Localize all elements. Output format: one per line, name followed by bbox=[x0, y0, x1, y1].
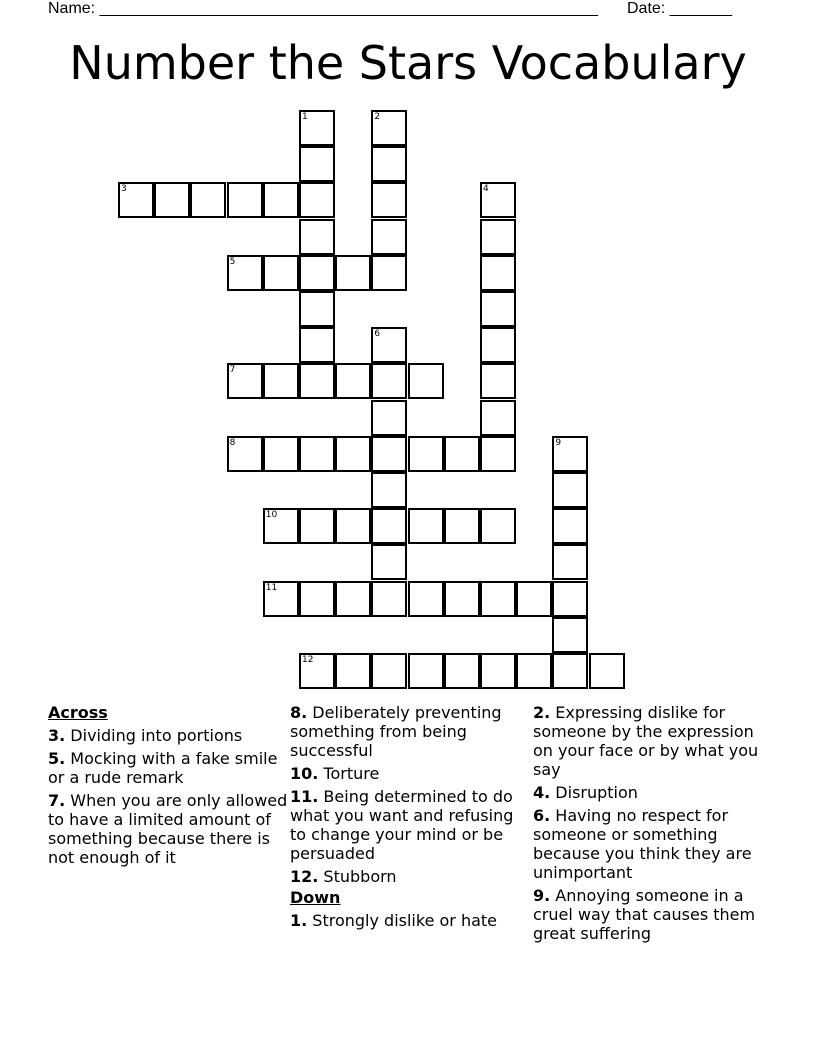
cell-number: 5 bbox=[229, 256, 236, 267]
grid-cell[interactable] bbox=[299, 581, 335, 617]
clue-number: 1. bbox=[290, 911, 308, 930]
cell-number: 11 bbox=[265, 582, 278, 593]
grid-cell[interactable] bbox=[408, 508, 444, 544]
grid-cell[interactable] bbox=[371, 363, 407, 399]
cell-number: 6 bbox=[374, 329, 381, 340]
grid-cell[interactable] bbox=[480, 436, 516, 472]
grid-cell[interactable] bbox=[263, 182, 299, 218]
clue-text: Dividing into portions bbox=[65, 726, 243, 745]
clue-text: Having no respect for someone or something because you think they are unimportant bbox=[533, 806, 752, 882]
cell-number: 1 bbox=[302, 112, 308, 122]
clue-number: 7. bbox=[48, 791, 66, 810]
clue-text: Deliberately preventing something from being successful bbox=[290, 703, 502, 760]
grid-cell[interactable] bbox=[408, 653, 444, 689]
clue-item bbox=[290, 911, 530, 930]
grid-cell[interactable] bbox=[227, 363, 263, 399]
clue-number: 5. bbox=[48, 749, 66, 768]
grid-cell[interactable] bbox=[371, 472, 407, 508]
grid-cell[interactable] bbox=[552, 544, 588, 580]
grid-cell[interactable] bbox=[444, 508, 480, 544]
cell-number: 4 bbox=[483, 184, 489, 195]
grid-cell[interactable] bbox=[263, 508, 299, 544]
grid-cell[interactable] bbox=[516, 653, 552, 689]
grid-cell[interactable] bbox=[263, 436, 299, 472]
clue-number: 3. bbox=[48, 726, 66, 745]
clue-text: When you are only allowed to have a limited amount of something because there is not enough of it bbox=[48, 791, 288, 867]
cell-number: 10 bbox=[265, 510, 278, 521]
clue-text: Stubborn bbox=[318, 867, 397, 886]
clue-item bbox=[290, 867, 530, 886]
grid-cell[interactable] bbox=[480, 182, 516, 218]
grid-cell[interactable] bbox=[335, 436, 371, 472]
grid-cell[interactable] bbox=[299, 219, 335, 255]
grid-cell[interactable] bbox=[408, 363, 444, 399]
grid-cell[interactable] bbox=[118, 182, 154, 218]
clue-number: 11. bbox=[290, 787, 319, 806]
grid-cell[interactable] bbox=[371, 400, 407, 436]
grid-cell[interactable] bbox=[299, 182, 335, 218]
grid-cell[interactable] bbox=[480, 508, 516, 544]
grid-cell[interactable] bbox=[408, 581, 444, 617]
cell-number: 2 bbox=[374, 112, 381, 122]
grid-cell[interactable] bbox=[480, 653, 516, 689]
section-heading: Across bbox=[48, 703, 108, 722]
clue-item bbox=[48, 726, 288, 745]
grid-cell[interactable] bbox=[480, 327, 516, 363]
grid-cell[interactable] bbox=[516, 581, 552, 617]
grid-cell[interactable] bbox=[480, 581, 516, 617]
grid-cell[interactable] bbox=[371, 255, 407, 291]
grid-cell[interactable] bbox=[299, 110, 335, 146]
grid-cell[interactable] bbox=[371, 182, 407, 218]
date-label: Date: _______ bbox=[627, 0, 732, 17]
grid-cell[interactable] bbox=[480, 219, 516, 255]
grid-cell[interactable] bbox=[552, 581, 588, 617]
grid-cell[interactable] bbox=[371, 508, 407, 544]
clue-text: Disruption bbox=[550, 783, 638, 802]
grid-cell[interactable] bbox=[299, 327, 335, 363]
grid-cell[interactable] bbox=[227, 255, 263, 291]
clue-column-1 bbox=[48, 703, 288, 867]
clue-text: Mocking with a fake smile or a rude remark bbox=[48, 749, 278, 787]
grid-cell[interactable] bbox=[444, 653, 480, 689]
grid-cell[interactable] bbox=[371, 544, 407, 580]
grid-cell[interactable] bbox=[335, 653, 371, 689]
grid-cell[interactable] bbox=[480, 400, 516, 436]
cell-number: 7 bbox=[229, 365, 236, 376]
grid-cell[interactable] bbox=[371, 110, 407, 146]
clue-number: 8. bbox=[290, 703, 308, 722]
grid-cell[interactable] bbox=[371, 581, 407, 617]
grid-cell[interactable] bbox=[299, 255, 335, 291]
grid-cell[interactable] bbox=[552, 653, 588, 689]
section-heading: Down bbox=[290, 888, 341, 907]
grid-cell[interactable] bbox=[299, 653, 335, 689]
clue-item bbox=[533, 783, 773, 802]
clue-column-2 bbox=[290, 703, 530, 930]
clue-number: 10. bbox=[290, 764, 319, 783]
grid-cell[interactable] bbox=[552, 472, 588, 508]
clue-item bbox=[290, 703, 530, 760]
grid-cell[interactable] bbox=[552, 617, 588, 653]
clue-text: Strongly dislike or hate bbox=[307, 911, 498, 930]
clue-text: Torture bbox=[318, 764, 380, 783]
grid-cell[interactable] bbox=[335, 363, 371, 399]
cell-number: 9 bbox=[555, 437, 562, 448]
cell-number: 8 bbox=[229, 437, 236, 448]
grid-cell[interactable] bbox=[263, 581, 299, 617]
grid-cell[interactable] bbox=[335, 255, 371, 291]
grid-cell[interactable] bbox=[299, 508, 335, 544]
cell-number: 3 bbox=[121, 184, 127, 195]
grid-cell[interactable] bbox=[371, 653, 407, 689]
clue-item bbox=[533, 806, 773, 882]
name-label: Name: ________________________________________________________ bbox=[48, 0, 598, 17]
grid-cell[interactable] bbox=[589, 653, 625, 689]
grid-cell[interactable] bbox=[408, 436, 444, 472]
clue-item bbox=[48, 749, 288, 787]
clue-number: 9. bbox=[533, 886, 551, 905]
grid-cell[interactable] bbox=[480, 363, 516, 399]
grid-cell[interactable] bbox=[299, 436, 335, 472]
grid-cell[interactable] bbox=[480, 291, 516, 327]
clue-item bbox=[48, 791, 288, 867]
clue-number: 12. bbox=[290, 867, 319, 886]
grid-cell[interactable] bbox=[263, 255, 299, 291]
grid-cell[interactable] bbox=[552, 508, 588, 544]
grid-cell[interactable] bbox=[480, 255, 516, 291]
grid-cell[interactable] bbox=[299, 291, 335, 327]
grid-cell[interactable] bbox=[299, 146, 335, 182]
grid-cell[interactable] bbox=[190, 182, 226, 218]
clue-number: 4. bbox=[533, 783, 551, 802]
clue-text: Being determined to do what you want and refusing to change your mind or be persuaded bbox=[290, 787, 514, 863]
grid-cell[interactable] bbox=[154, 182, 190, 218]
grid-cell[interactable] bbox=[299, 363, 335, 399]
grid-cell[interactable] bbox=[371, 327, 407, 363]
clue-item bbox=[533, 886, 773, 943]
cell-number: 12 bbox=[302, 655, 314, 665]
clue-item bbox=[533, 703, 773, 779]
grid-cell[interactable] bbox=[371, 436, 407, 472]
clue-item bbox=[290, 764, 530, 783]
grid-cell[interactable] bbox=[227, 182, 263, 218]
clue-number: 2. bbox=[533, 703, 551, 722]
clue-text: Annoying someone in a cruel way that causes them great suffering bbox=[533, 886, 756, 943]
grid-cell[interactable] bbox=[371, 146, 407, 182]
clue-text: Expressing dislike for someone by the expression on your face or by what you say bbox=[533, 703, 759, 779]
grid-cell[interactable] bbox=[444, 581, 480, 617]
clue-item bbox=[290, 787, 530, 863]
clue-column-3 bbox=[533, 703, 773, 943]
grid-cell[interactable] bbox=[263, 363, 299, 399]
grid-cell[interactable] bbox=[227, 436, 263, 472]
clue-number: 6. bbox=[533, 806, 551, 825]
page-title: Number the Stars Vocabulary bbox=[69, 36, 747, 90]
grid-cell[interactable] bbox=[444, 436, 480, 472]
grid-cell[interactable] bbox=[371, 219, 407, 255]
grid-cell[interactable] bbox=[335, 508, 371, 544]
grid-cell[interactable] bbox=[335, 581, 371, 617]
grid-cell[interactable] bbox=[552, 436, 588, 472]
